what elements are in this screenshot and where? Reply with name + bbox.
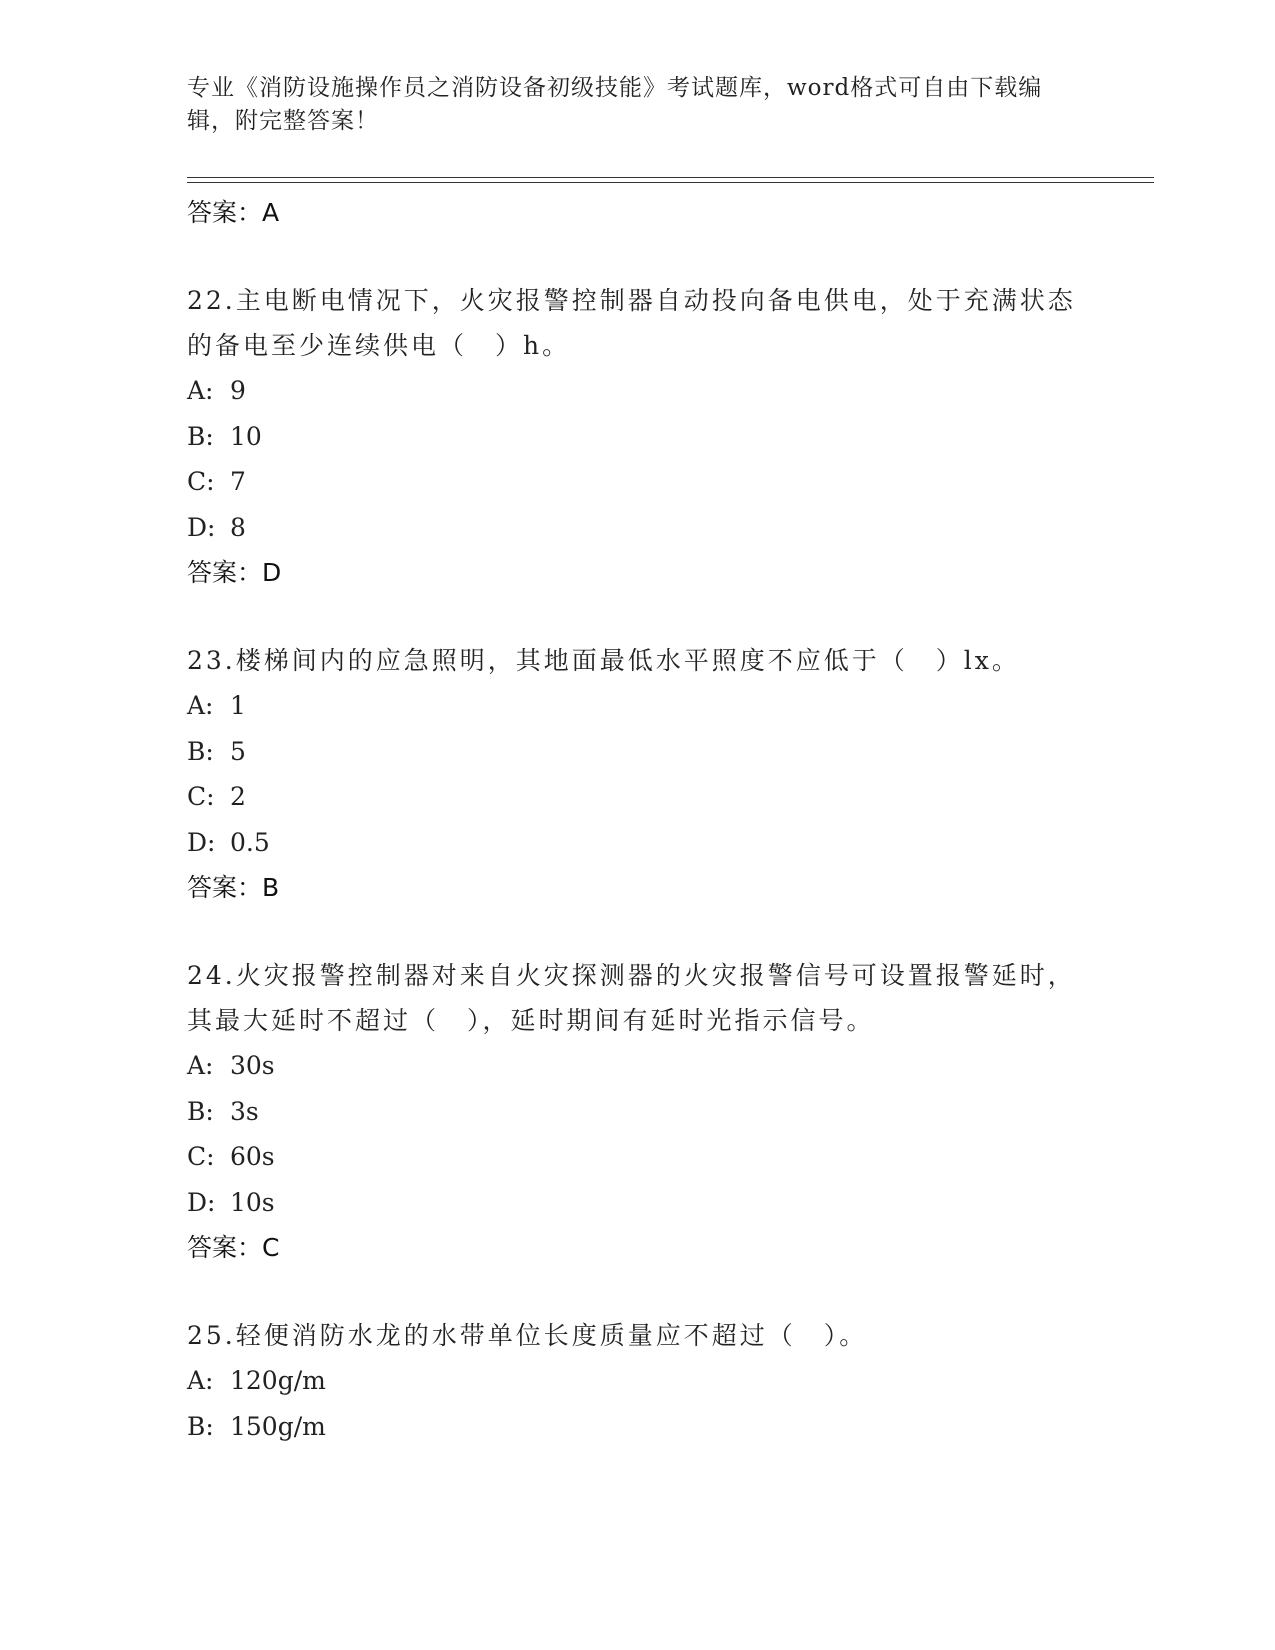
option-b <box>187 1404 1087 1450</box>
option-value: 150g/m <box>230 1411 326 1441</box>
option-c <box>187 1134 1087 1180</box>
question-list <box>187 190 1087 1449</box>
option-c <box>187 459 1087 505</box>
option-letter: A: <box>187 691 214 720</box>
option-letter: C: <box>187 782 215 811</box>
question-text: 24.火灾报警控制器对来自火灾探测器的火灾报警信号可设置报警延时，其最大延时不超过（ ），延时期间有延时光指示信号。 <box>187 961 1076 1035</box>
option-value: 0.5 <box>230 827 270 857</box>
option-value: 60s <box>230 1142 275 1171</box>
option-b <box>187 414 1087 460</box>
option-a <box>187 1358 1087 1404</box>
question-item <box>187 1313 1087 1449</box>
answer-line: 答案：C <box>187 1233 280 1262</box>
option-letter: C: <box>187 1142 215 1171</box>
option-letter: B: <box>187 1411 214 1441</box>
answer-line: 答案：D <box>187 558 282 587</box>
option-letter: D: <box>187 1187 216 1217</box>
option-letter: D: <box>187 512 216 542</box>
option-b <box>187 729 1087 775</box>
option-d <box>187 1180 1087 1226</box>
option-letter: B: <box>187 736 214 766</box>
option-d <box>187 505 1087 551</box>
option-a <box>187 683 1087 729</box>
option-letter: C: <box>187 467 215 496</box>
option-letter: A: <box>187 1051 214 1080</box>
option-value: 3s <box>230 1096 259 1126</box>
option-letter: A: <box>187 1366 214 1395</box>
option-value: 1 <box>230 691 246 720</box>
option-letter: B: <box>187 421 214 451</box>
option-a <box>187 368 1087 414</box>
question-text: 23.楼梯间内的应急照明，其地面最低水平照度不应低于（ ）lx。 <box>187 646 1020 675</box>
option-value: 9 <box>230 376 246 405</box>
header-divider-bottom <box>187 182 1154 183</box>
answer-line: 答案：B <box>187 873 280 902</box>
option-b <box>187 1089 1087 1135</box>
option-value: 30s <box>230 1051 275 1080</box>
question-item <box>187 278 1087 596</box>
option-value: 10s <box>230 1187 275 1217</box>
option-value: 10 <box>230 421 262 451</box>
header-divider-top <box>187 177 1154 178</box>
option-letter: A: <box>187 376 214 405</box>
option-letter: B: <box>187 1096 214 1126</box>
option-value: 5 <box>230 736 246 766</box>
option-value: 120g/m <box>230 1366 326 1395</box>
option-letter: D: <box>187 827 216 857</box>
option-value: 2 <box>230 782 246 811</box>
document-header: 专业《消防设施操作员之消防设备初级技能》考试题库，word格式可自由下载编辑，附完整答案！ <box>187 75 1043 134</box>
question-item <box>187 638 1087 911</box>
option-c <box>187 774 1087 820</box>
option-d <box>187 820 1087 866</box>
answer-line: 答案：A <box>187 198 280 227</box>
option-value: 8 <box>230 512 246 542</box>
question-text: 25.轻便消防水龙的水带单位长度质量应不超过（ ）。 <box>187 1321 868 1350</box>
option-value: 7 <box>230 467 246 496</box>
option-a <box>187 1043 1087 1089</box>
question-text: 22.主电断电情况下，火灾报警控制器自动投向备电供电，处于充满状态的备电至少连续供电（ ）h。 <box>187 286 1076 360</box>
question-item <box>187 953 1087 1271</box>
